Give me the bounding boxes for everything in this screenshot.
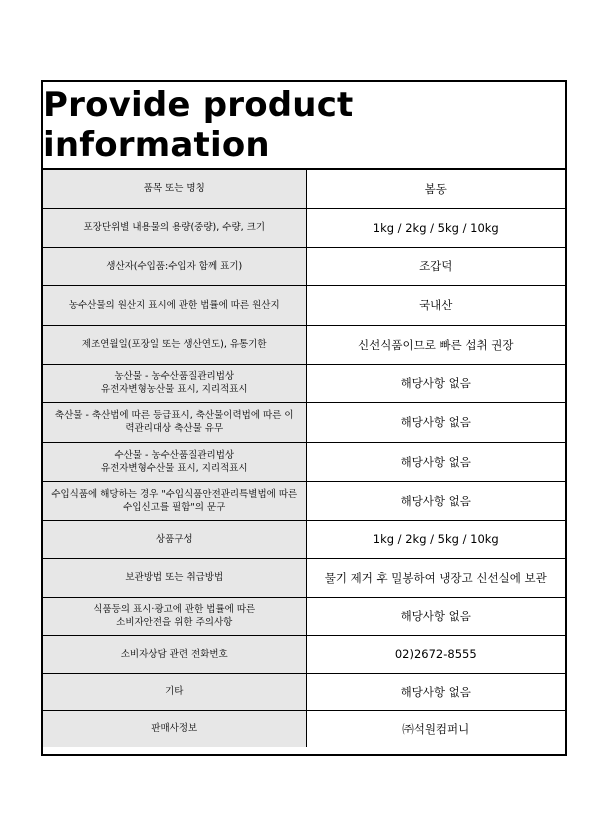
product-info-sheet	[41, 80, 567, 756]
row-label: 보관방법 또는 취급방법	[43, 558, 306, 597]
row-value: 조갑덕	[306, 247, 565, 285]
table-row	[43, 558, 565, 597]
row-label: 축산물 - 축산법에 따른 등급표시, 축산물이력법에 따른 이 력관리대상 축산물 유무	[43, 402, 306, 442]
table-row	[43, 597, 565, 635]
table-row	[43, 481, 565, 520]
row-value: 해당사항 없음	[306, 673, 565, 710]
row-label: 농산물 - 농수산품질관리법상 유전자변형농산물 표시, 지리적표시	[43, 364, 306, 402]
page-title: Provide product information	[43, 82, 565, 170]
product-info-table	[43, 170, 565, 747]
row-label: 품목 또는 명칭	[43, 170, 306, 208]
row-label: 제조연월일(포장일 또는 생산연도), 유통기한	[43, 325, 306, 364]
row-label: 포장단위별 내용물의 용량(중량), 수량, 크기	[43, 208, 306, 247]
row-label: 식품등의 표시·광고에 관한 법률에 따른 소비자안전을 위한 주의사항	[43, 597, 306, 635]
row-value: 국내산	[306, 285, 565, 325]
table-row	[43, 247, 565, 285]
table-row	[43, 635, 565, 673]
table-row	[43, 364, 565, 402]
row-value: 신선식품이므로 빠른 섭취 권장	[306, 325, 565, 364]
row-value: 1kg / 2kg / 5kg / 10kg	[306, 520, 565, 558]
row-value: 봄동	[306, 170, 565, 208]
table-row	[43, 208, 565, 247]
row-value: 해당사항 없음	[306, 402, 565, 442]
row-value: 해당사항 없음	[306, 597, 565, 635]
row-label: 수산물 - 농수산품질관리법상 유전자변형수산물 표시, 지리적표시	[43, 442, 306, 481]
row-value: 1kg / 2kg / 5kg / 10kg	[306, 208, 565, 247]
row-label: 판매사정보	[43, 710, 306, 747]
row-value: 해당사항 없음	[306, 481, 565, 520]
table-row	[43, 285, 565, 325]
row-value: 02)2672-8555	[306, 635, 565, 673]
row-label: 농수산물의 원산지 표시에 관한 법률에 따른 원산지	[43, 285, 306, 325]
row-label: 기타	[43, 673, 306, 710]
table-row	[43, 710, 565, 747]
row-value: ㈜석원컴퍼니	[402, 721, 470, 736]
row-value: 해당사항 없음	[306, 364, 565, 402]
row-label: 수입식품에 해당하는 경우 "수입식품안전관리특별법에 따른 수입신고를 필함"의 문구	[43, 481, 306, 520]
row-value: 해당사항 없음	[306, 442, 565, 481]
table-row	[43, 170, 565, 208]
table-row	[43, 325, 565, 364]
row-value: 물기 제거 후 밀봉하여 냉장고 신선실에 보관	[306, 558, 565, 597]
table-row	[43, 673, 565, 710]
row-label: 상품구성	[43, 520, 306, 558]
row-label: 소비자상담 관련 전화번호	[43, 635, 306, 673]
table-row	[43, 442, 565, 481]
table-row	[43, 520, 565, 558]
table-row	[43, 402, 565, 442]
row-label: 생산자(수입품:수입자 함께 표기)	[43, 247, 306, 285]
